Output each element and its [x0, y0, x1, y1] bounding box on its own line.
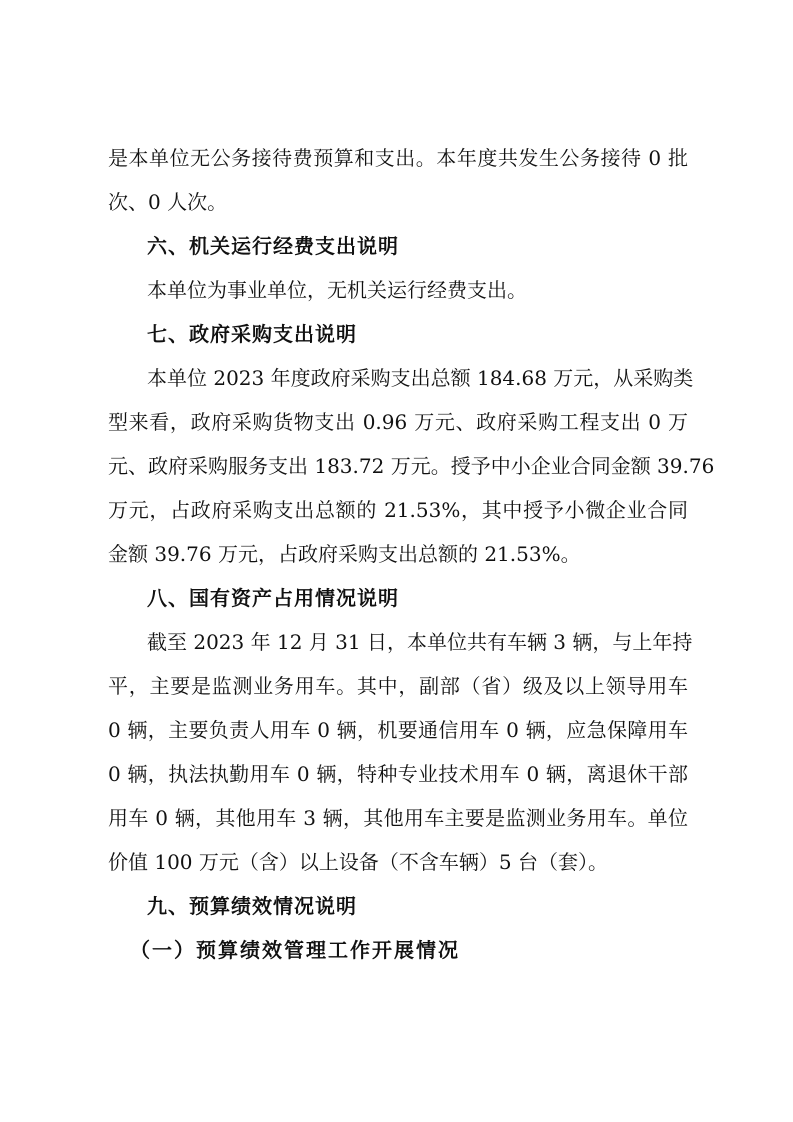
section-7-body-line-5: 金额 39.76 万元，占政府采购支出总额的 21.53%。 [108, 542, 581, 566]
section-7-heading: 七、政府采购支出说明 [147, 322, 357, 346]
section-8-body-line-5: 用车 0 辆，其他用车 3 辆，其他用车主要是监测业务用车。单位 [108, 806, 688, 830]
section-7-body-line-4: 万元，占政府采购支出总额的 21.53%，其中授予小微企业合同 [108, 498, 688, 522]
section-9-sub-heading: （一）预算绩效管理工作开展情况 [130, 938, 460, 962]
reception-line-1: 是本单位无公务接待费预算和支出。本年度共发生公务接待 0 批 [108, 146, 688, 170]
section-7-body-line-3: 元、政府采购服务支出 183.72 万元。授予中小企业合同金额 39.76 [108, 454, 715, 478]
section-7-body-line-1: 本单位 2023 年度政府采购支出总额 184.68 万元，从采购类 [147, 366, 694, 390]
section-8-heading: 八、国有资产占用情况说明 [147, 586, 399, 610]
section-6-body-line-1: 本单位为事业单位，无机关运行经费支出。 [147, 278, 527, 302]
section-6-heading: 六、机关运行经费支出说明 [147, 234, 399, 258]
section-8-body-line-2: 平，主要是监测业务用车。其中，副部（省）级及以上领导用车 [108, 674, 688, 698]
section-8-body-line-4: 0 辆，执法执勤用车 0 辆，特种专业技术用车 0 辆，离退休干部 [108, 762, 688, 786]
section-7-body-line-2: 型来看，政府采购货物支出 0.96 万元、政府采购工程支出 0 万 [108, 410, 688, 434]
section-9-heading: 九、预算绩效情况说明 [147, 894, 357, 918]
section-8-body-line-6: 价值 100 万元（含）以上设备（不含车辆）5 台（套）。 [108, 850, 608, 874]
section-8-body-line-3: 0 辆，主要负责人用车 0 辆，机要通信用车 0 辆，应急保障用车 [108, 718, 688, 742]
reception-line-2: 次、0 人次。 [108, 190, 228, 214]
section-8-body-line-1: 截至 2023 年 12 月 31 日，本单位共有车辆 3 辆，与上年持 [147, 630, 693, 654]
